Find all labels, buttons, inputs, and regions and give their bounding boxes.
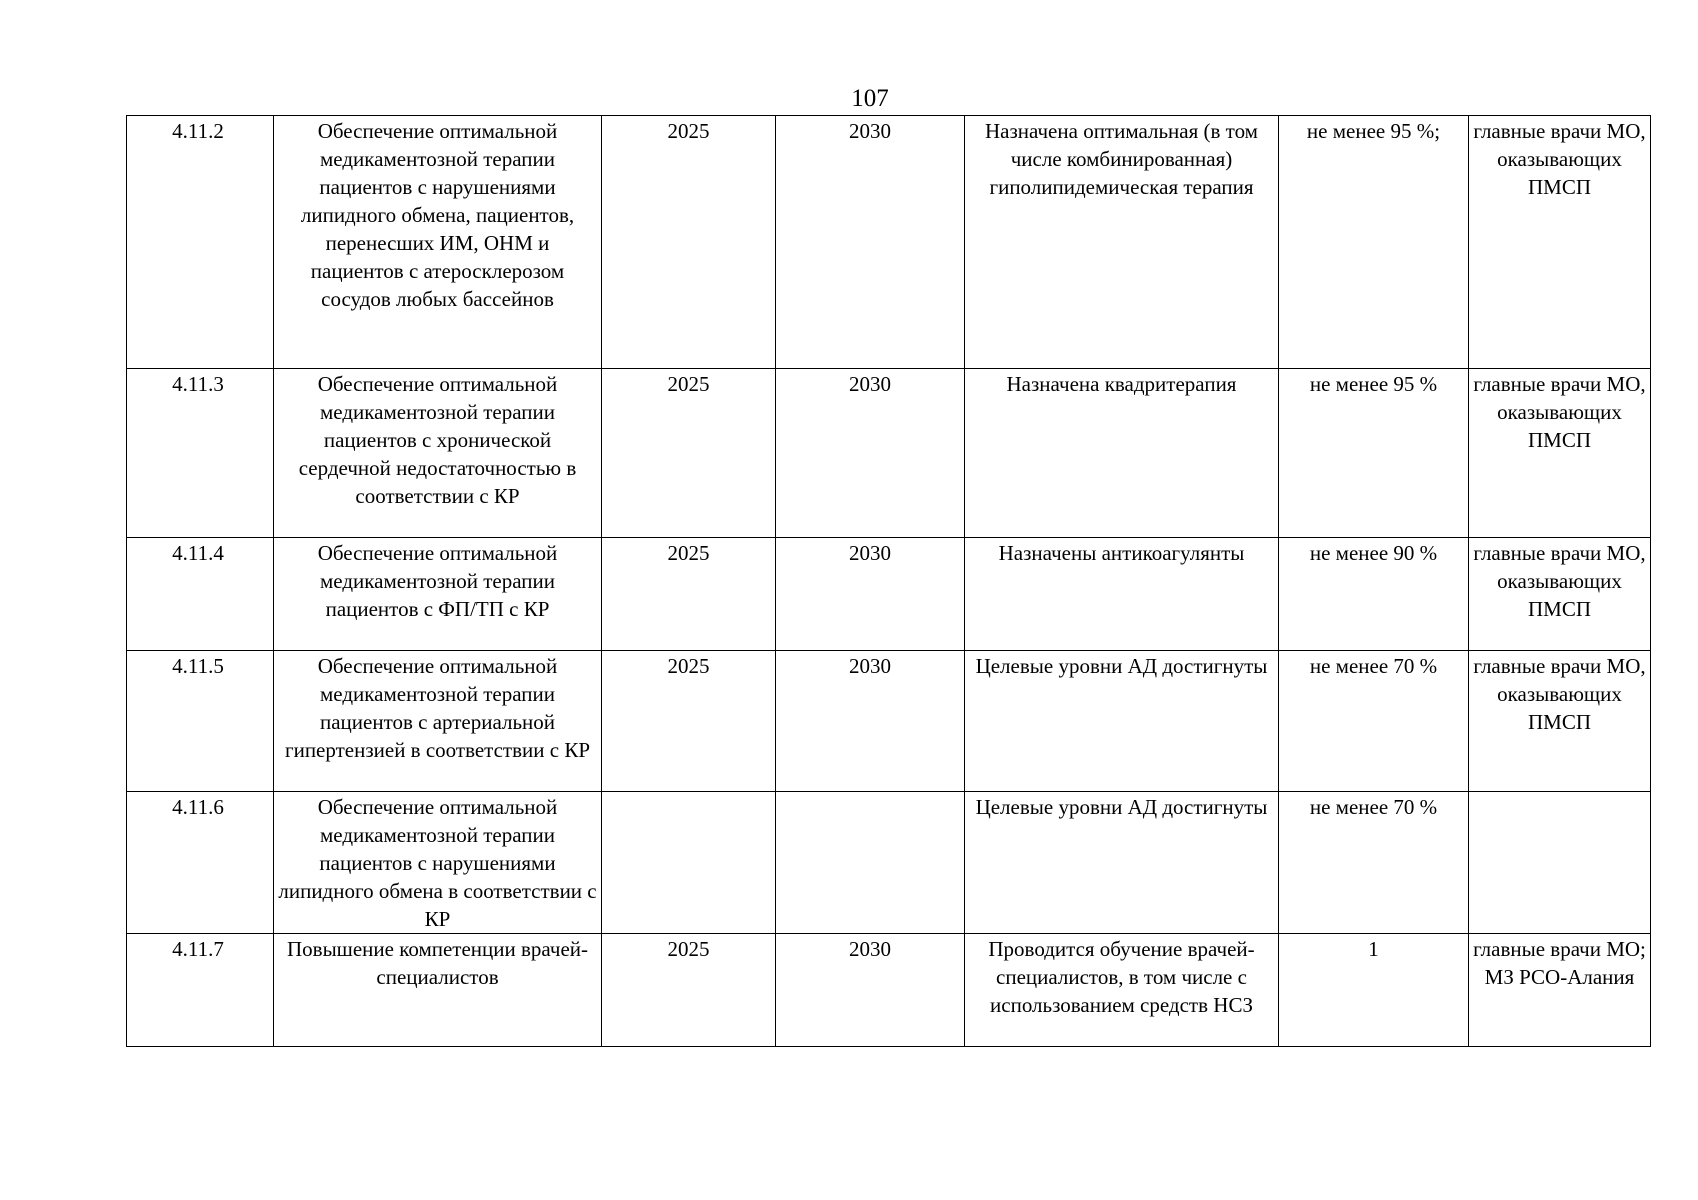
- responsible-party: главные врачи МО, оказывающих ПМСП: [1469, 369, 1651, 538]
- activity-text: Повышение компетенции врачей-специалистов: [274, 934, 602, 1047]
- responsible-party: главные врачи МО, оказывающих ПМСП: [1469, 538, 1651, 651]
- table-row: [127, 792, 1651, 934]
- table-row: [127, 116, 1651, 369]
- end-year: 2030: [776, 538, 965, 651]
- end-year: 2030: [776, 651, 965, 792]
- target-value: не менее 70 %: [1279, 651, 1469, 792]
- item-number: 4.11.7: [127, 934, 274, 1047]
- target-value: не менее 95 %: [1279, 369, 1469, 538]
- responsible-party: [1469, 792, 1651, 934]
- responsible-party: главные врачи МО, оказывающих ПМСП: [1469, 651, 1651, 792]
- target-value: не менее 90 %: [1279, 538, 1469, 651]
- end-year: 2030: [776, 934, 965, 1047]
- activity-text: Обеспечение оптимальной медикаментозной терапии пациентов с ФП/ТП с КР: [274, 538, 602, 651]
- table-row: [127, 651, 1651, 792]
- item-number: 4.11.3: [127, 369, 274, 538]
- result-text: Назначена оптимальная (в том числе комбинированная) гиполипидемическая терапия: [965, 116, 1279, 369]
- start-year: [602, 792, 776, 934]
- item-number: 4.11.2: [127, 116, 274, 369]
- item-number: 4.11.6: [127, 792, 274, 934]
- start-year: 2025: [602, 538, 776, 651]
- page-number: 107: [851, 85, 889, 112]
- activity-text: Обеспечение оптимальной медикаментозной терапии пациентов с нарушениями липидного обмена, пациентов, перенесших ИМ, ОНМ и пациентов с атеросклерозом сосудов любых бассейнов: [274, 116, 602, 369]
- start-year: 2025: [602, 369, 776, 538]
- result-text: Назначены антикоагулянты: [965, 538, 1279, 651]
- target-value: не менее 95 %;: [1279, 116, 1469, 369]
- end-year: 2030: [776, 369, 965, 538]
- item-number: 4.11.5: [127, 651, 274, 792]
- responsible-party: главные врачи МО, оказывающих ПМСП: [1469, 116, 1651, 369]
- start-year: 2025: [602, 651, 776, 792]
- table-row: [127, 538, 1651, 651]
- table-row: [127, 369, 1651, 538]
- table-row: [127, 934, 1651, 1047]
- responsible-party: главные врачи МО; МЗ РСО-Алания: [1469, 934, 1651, 1047]
- result-text: Назначена квадритерапия: [965, 369, 1279, 538]
- result-text: Целевые уровни АД достигнуты: [965, 792, 1279, 934]
- activity-text: Обеспечение оптимальной медикаментозной терапии пациентов с нарушениями липидного обмена в соответствии с КР: [274, 792, 602, 934]
- target-value: не менее 70 %: [1279, 792, 1469, 934]
- item-number: 4.11.4: [127, 538, 274, 651]
- start-year: 2025: [602, 934, 776, 1047]
- activity-text: Обеспечение оптимальной медикаментозной терапии пациентов с хронической сердечной недостаточностью в соответствии с КР: [274, 369, 602, 538]
- activities-table: [126, 115, 1651, 1047]
- result-text: Целевые уровни АД достигнуты: [965, 651, 1279, 792]
- result-text: Проводится обучение врачей-специалистов, в том числе с использованием средств НСЗ: [965, 934, 1279, 1047]
- activity-text: Обеспечение оптимальной медикаментозной терапии пациентов с артериальной гипертензией в соответствии с КР: [274, 651, 602, 792]
- end-year: 2030: [776, 116, 965, 369]
- end-year: [776, 792, 965, 934]
- start-year: 2025: [602, 116, 776, 369]
- target-value: 1: [1279, 934, 1469, 1047]
